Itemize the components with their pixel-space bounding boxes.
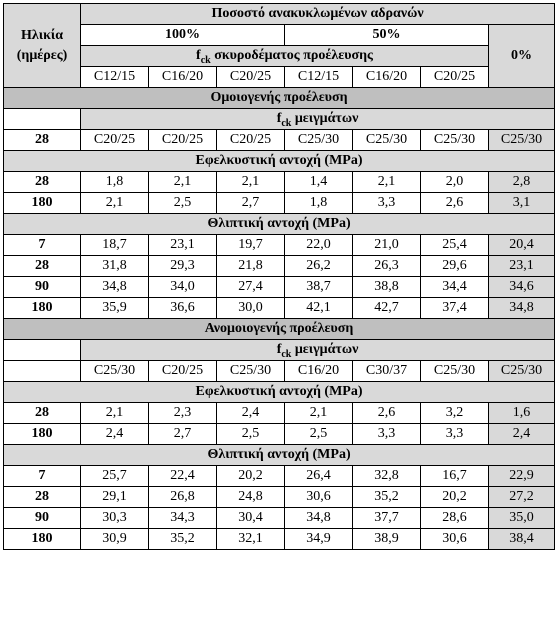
source-class-cell: C12/15: [81, 67, 149, 88]
value-cell: 30,4: [217, 508, 285, 529]
value-cell: 20,2: [421, 487, 489, 508]
value-cell: 1,6: [489, 403, 555, 424]
value-cell: 26,4: [285, 466, 353, 487]
value-cell: 2,1: [81, 193, 149, 214]
mix-class-cell: C25/30: [81, 361, 149, 382]
value-cell: 34,8: [285, 508, 353, 529]
value-cell: 16,7: [421, 466, 489, 487]
source-class-cell: C20/25: [421, 67, 489, 88]
value-cell: 32,1: [217, 529, 285, 550]
section-title-row: [4, 88, 555, 109]
value-cell: 2,1: [217, 172, 285, 193]
mix-class-cell: C25/30: [353, 130, 421, 151]
fck-subscript: ck: [281, 117, 292, 129]
mix-classes-row: [4, 130, 555, 151]
tensile-row: [4, 193, 555, 214]
source-classes-row: [4, 67, 555, 88]
value-cell: 1,4: [285, 172, 353, 193]
value-cell: 3,1: [489, 193, 555, 214]
mix-class-cell: C20/25: [217, 130, 285, 151]
value-cell: 22,9: [489, 466, 555, 487]
age-header-line2: (ημέρες): [16, 47, 68, 63]
tensile-row: [4, 424, 555, 445]
mix-class-cell: C25/30: [421, 361, 489, 382]
value-cell: 25,7: [81, 466, 149, 487]
mix-label-row: [4, 109, 555, 130]
section-title-row: [4, 319, 555, 340]
compressive-row: [4, 235, 555, 256]
value-cell: 2,4: [489, 424, 555, 445]
results-table-container: [3, 3, 555, 550]
source-class-cell: C20/25: [217, 67, 285, 88]
value-cell: 29,3: [149, 256, 217, 277]
value-cell: 18,7: [81, 235, 149, 256]
age-cell: 180: [4, 193, 81, 214]
recycled-percentage-title: Ποσοστό ανακυκλωμένων αδρανών: [81, 4, 555, 25]
header-row-1: [4, 4, 555, 25]
compressive-row: [4, 256, 555, 277]
value-cell: 2,6: [353, 403, 421, 424]
mix-class-cell: C20/25: [149, 361, 217, 382]
fck-subscript: ck: [281, 348, 292, 360]
value-cell: 3,3: [353, 424, 421, 445]
value-cell: 2,5: [285, 424, 353, 445]
mix-label-row: [4, 340, 555, 361]
value-cell: 26,8: [149, 487, 217, 508]
age-cell: 28: [4, 403, 81, 424]
compressive-strength-title: Θλιπτική αντοχή (MPa): [4, 445, 555, 466]
value-cell: 2,3: [149, 403, 217, 424]
value-cell: 23,1: [489, 256, 555, 277]
compressive-row: [4, 487, 555, 508]
value-cell: 34,9: [285, 529, 353, 550]
age-cell: 28: [4, 172, 81, 193]
value-cell: 2,5: [217, 424, 285, 445]
value-cell: 38,9: [353, 529, 421, 550]
fck-subscript: ck: [200, 54, 211, 66]
value-cell: 22,4: [149, 466, 217, 487]
value-cell: 2,1: [285, 403, 353, 424]
value-cell: 2,8: [489, 172, 555, 193]
age-cell: 28: [4, 256, 81, 277]
mix-label-blank: [4, 109, 81, 130]
mix-fck-label: [81, 340, 555, 361]
value-cell: 28,6: [421, 508, 489, 529]
compressive-strength-title-row: [4, 445, 555, 466]
fck-symbol: f: [276, 342, 282, 357]
mix-class-cell: C16/20: [285, 361, 353, 382]
value-cell: 34,8: [81, 277, 149, 298]
tensile-strength-title-row: [4, 382, 555, 403]
tensile-strength-title-row: [4, 151, 555, 172]
value-cell: 34,4: [421, 277, 489, 298]
fck-symbol: f: [196, 48, 201, 63]
value-cell: 1,8: [285, 193, 353, 214]
value-cell: 38,7: [285, 277, 353, 298]
value-cell: 3,3: [421, 424, 489, 445]
value-cell: 3,3: [353, 193, 421, 214]
mix-class-cell: C25/30: [217, 361, 285, 382]
mix-label-text: μειγμάτων: [291, 111, 359, 126]
section-title: Ανομοιογενής προέλευση: [4, 319, 555, 340]
value-cell: 27,4: [217, 277, 285, 298]
tensile-strength-title: Εφελκυστική αντοχή (MPa): [4, 382, 555, 403]
value-cell: 22,0: [285, 235, 353, 256]
mix-label-text: μειγμάτων: [291, 342, 359, 357]
header-row-2: [4, 25, 555, 46]
age-cell: 180: [4, 298, 81, 319]
value-cell: 3,2: [421, 403, 489, 424]
tensile-strength-title: Εφελκυστική αντοχή (MPa): [4, 151, 555, 172]
value-cell: 20,4: [489, 235, 555, 256]
value-cell: 29,1: [81, 487, 149, 508]
section-title: Ομοιογενής προέλευση: [4, 88, 555, 109]
age-header-line1: Ηλικία: [20, 27, 64, 43]
mix-class-cell: C20/25: [81, 130, 149, 151]
value-cell: 42,1: [285, 298, 353, 319]
value-cell: 2,7: [217, 193, 285, 214]
value-cell: 26,3: [353, 256, 421, 277]
table-body: [4, 4, 555, 550]
mix-class-cell: C25/30: [285, 130, 353, 151]
value-cell: 2,6: [421, 193, 489, 214]
value-cell: 36,6: [149, 298, 217, 319]
pct-50-header: 50%: [285, 25, 489, 46]
value-cell: 35,0: [489, 508, 555, 529]
fck-symbol: f: [276, 111, 282, 126]
value-cell: 30,6: [285, 487, 353, 508]
mix-label-blank: [4, 340, 81, 361]
age-cell: 7: [4, 235, 81, 256]
mix-class-cell: C25/30: [489, 130, 555, 151]
mix-classes-row: [4, 361, 555, 382]
compressive-strength-title: Θλιπτική αντοχή (MPa): [4, 214, 555, 235]
age-cell: 28: [4, 487, 81, 508]
value-cell: 21,8: [217, 256, 285, 277]
tensile-row: [4, 172, 555, 193]
compressive-row: [4, 277, 555, 298]
value-cell: 1,8: [81, 172, 149, 193]
age-cell: 28: [4, 130, 81, 151]
value-cell: 30,6: [421, 529, 489, 550]
value-cell: 37,4: [421, 298, 489, 319]
mix-fck-label: [81, 109, 555, 130]
age-cell: 180: [4, 529, 81, 550]
age-cell: 90: [4, 277, 81, 298]
value-cell: 29,6: [421, 256, 489, 277]
value-cell: 35,9: [81, 298, 149, 319]
mix-class-cell: C20/25: [149, 130, 217, 151]
value-cell: 2,0: [421, 172, 489, 193]
value-cell: 26,2: [285, 256, 353, 277]
value-cell: 24,8: [217, 487, 285, 508]
age-cell: [4, 361, 81, 382]
value-cell: 32,8: [353, 466, 421, 487]
value-cell: 38,8: [353, 277, 421, 298]
value-cell: 2,4: [217, 403, 285, 424]
value-cell: 42,7: [353, 298, 421, 319]
value-cell: 34,0: [149, 277, 217, 298]
pct-0-header: 0%: [489, 25, 555, 88]
age-cell: 7: [4, 466, 81, 487]
mix-class-cell: C25/30: [421, 130, 489, 151]
value-cell: 30,0: [217, 298, 285, 319]
fck-source-header: [81, 46, 489, 67]
age-header: [4, 4, 81, 88]
value-cell: 2,4: [81, 424, 149, 445]
source-class-cell: C12/15: [285, 67, 353, 88]
compressive-row: [4, 298, 555, 319]
header-row-3: [4, 46, 555, 67]
value-cell: 34,3: [149, 508, 217, 529]
source-class-cell: C16/20: [353, 67, 421, 88]
pct-100-header: 100%: [81, 25, 285, 46]
value-cell: 2,7: [149, 424, 217, 445]
value-cell: 37,7: [353, 508, 421, 529]
compressive-row: [4, 529, 555, 550]
compressive-strength-title-row: [4, 214, 555, 235]
value-cell: 19,7: [217, 235, 285, 256]
value-cell: 2,1: [81, 403, 149, 424]
compressive-row: [4, 466, 555, 487]
value-cell: 2,1: [353, 172, 421, 193]
value-cell: 27,2: [489, 487, 555, 508]
mix-class-cell: C25/30: [489, 361, 555, 382]
value-cell: 35,2: [353, 487, 421, 508]
value-cell: 30,3: [81, 508, 149, 529]
value-cell: 38,4: [489, 529, 555, 550]
tensile-row: [4, 403, 555, 424]
value-cell: 31,8: [81, 256, 149, 277]
compressive-row: [4, 508, 555, 529]
age-cell: 180: [4, 424, 81, 445]
value-cell: 35,2: [149, 529, 217, 550]
source-class-cell: C16/20: [149, 67, 217, 88]
value-cell: 30,9: [81, 529, 149, 550]
results-table: [3, 3, 555, 550]
value-cell: 21,0: [353, 235, 421, 256]
value-cell: 25,4: [421, 235, 489, 256]
value-cell: 2,5: [149, 193, 217, 214]
value-cell: 2,1: [149, 172, 217, 193]
value-cell: 20,2: [217, 466, 285, 487]
value-cell: 23,1: [149, 235, 217, 256]
mix-class-cell: C30/37: [353, 361, 421, 382]
value-cell: 34,8: [489, 298, 555, 319]
fck-source-text: σκυροδέματος προέλευσης: [210, 48, 373, 63]
age-cell: 90: [4, 508, 81, 529]
value-cell: 34,6: [489, 277, 555, 298]
